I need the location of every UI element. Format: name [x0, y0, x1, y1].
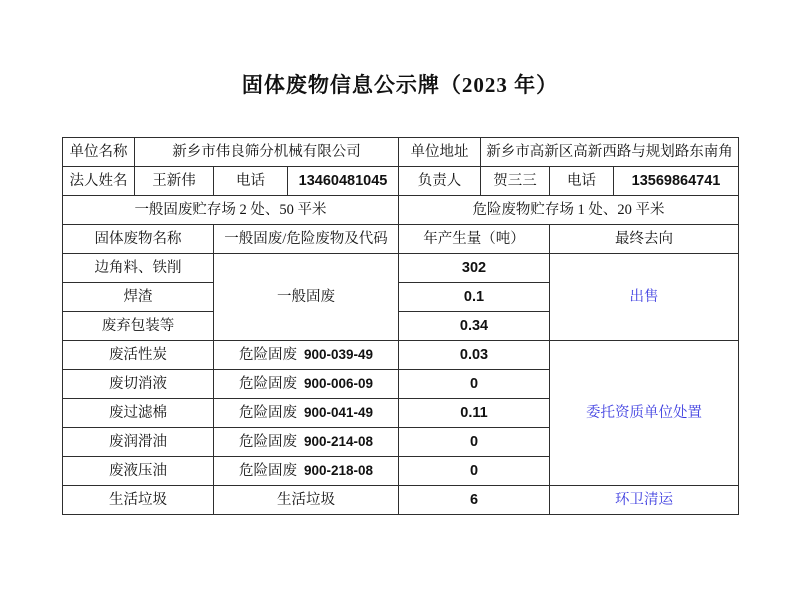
waste-amount: 0.11	[399, 399, 550, 428]
table-row	[63, 341, 739, 370]
waste-amount: 302	[399, 254, 550, 283]
phone1-label: 电话	[214, 167, 288, 196]
waste-type	[214, 486, 399, 515]
waste-amount: 0	[399, 370, 550, 399]
waste-amount: 6	[399, 486, 550, 515]
waste-name: 废活性炭	[63, 341, 214, 370]
waste-name: 废过滤棉	[63, 399, 214, 428]
hazardous-storage-text: 危险废物贮存场 1 处、20 平米	[399, 196, 739, 225]
waste-code: 900-218-08	[303, 462, 374, 478]
waste-type	[214, 370, 399, 399]
waste-type-label: 危险固废	[238, 404, 297, 421]
row-unit-info	[63, 138, 739, 167]
unit-name-value: 新乡市伟良筛分机械有限公司	[135, 138, 399, 167]
table-row	[63, 254, 739, 283]
unit-address-value: 新乡市高新区高新西路与规划路东南角	[481, 138, 739, 167]
manager-label: 负责人	[399, 167, 481, 196]
waste-name: 焊渣	[63, 283, 214, 312]
waste-type-label: 危险固废	[238, 433, 297, 450]
waste-destination-sale: 出售	[550, 254, 739, 341]
waste-name: 废液压油	[63, 457, 214, 486]
waste-amount: 0	[399, 457, 550, 486]
waste-type	[214, 341, 399, 370]
waste-amount: 0.34	[399, 312, 550, 341]
legal-person-label: 法人姓名	[63, 167, 135, 196]
waste-type-label: 生活垃圾	[277, 491, 335, 508]
col-header-waste-name: 固体废物名称	[63, 225, 214, 254]
waste-code: 900-006-09	[303, 375, 374, 391]
waste-name: 废切消液	[63, 370, 214, 399]
legal-person-value: 王新伟	[135, 167, 214, 196]
waste-name: 边角料、铁削	[63, 254, 214, 283]
waste-destination-sanitation: 环卫清运	[550, 486, 739, 515]
waste-code: 900-214-08	[303, 433, 374, 449]
waste-amount: 0.03	[399, 341, 550, 370]
row-domestic-garbage	[63, 486, 739, 515]
waste-type	[214, 428, 399, 457]
row-storage-info	[63, 196, 739, 225]
row-waste-header	[63, 225, 739, 254]
waste-type-general: 一般固废	[214, 254, 399, 341]
waste-code: 900-041-49	[303, 404, 374, 420]
waste-amount: 0	[399, 428, 550, 457]
waste-name: 废润滑油	[63, 428, 214, 457]
col-header-destination: 最终去向	[550, 225, 739, 254]
unit-address-label: 单位地址	[399, 138, 481, 167]
row-contact-info	[63, 167, 739, 196]
waste-type-label: 危险固废	[238, 346, 297, 363]
waste-type	[214, 399, 399, 428]
waste-type-label: 危险固废	[238, 375, 297, 392]
general-storage-text: 一般固废贮存场 2 处、50 平米	[63, 196, 399, 225]
manager-value: 贺三三	[481, 167, 550, 196]
page-title: 固体废物信息公示牌（2023 年）	[241, 73, 559, 97]
phone2-label: 电话	[550, 167, 614, 196]
phone2-value: 13569864741	[614, 167, 739, 196]
waste-name: 废弃包装等	[63, 312, 214, 341]
phone1-value: 13460481045	[288, 167, 399, 196]
col-header-annual-amount: 年产生量（吨）	[399, 225, 550, 254]
solid-waste-notice-table	[62, 137, 739, 515]
waste-type	[214, 457, 399, 486]
waste-name: 生活垃圾	[63, 486, 214, 515]
waste-type-label: 危险固废	[238, 462, 297, 479]
waste-amount: 0.1	[399, 283, 550, 312]
col-header-waste-type: 一般固废/危险废物及代码	[214, 225, 399, 254]
unit-name-label: 单位名称	[63, 138, 135, 167]
waste-destination-entrusted: 委托资质单位处置	[550, 341, 739, 486]
waste-code: 900-039-49	[303, 346, 374, 362]
